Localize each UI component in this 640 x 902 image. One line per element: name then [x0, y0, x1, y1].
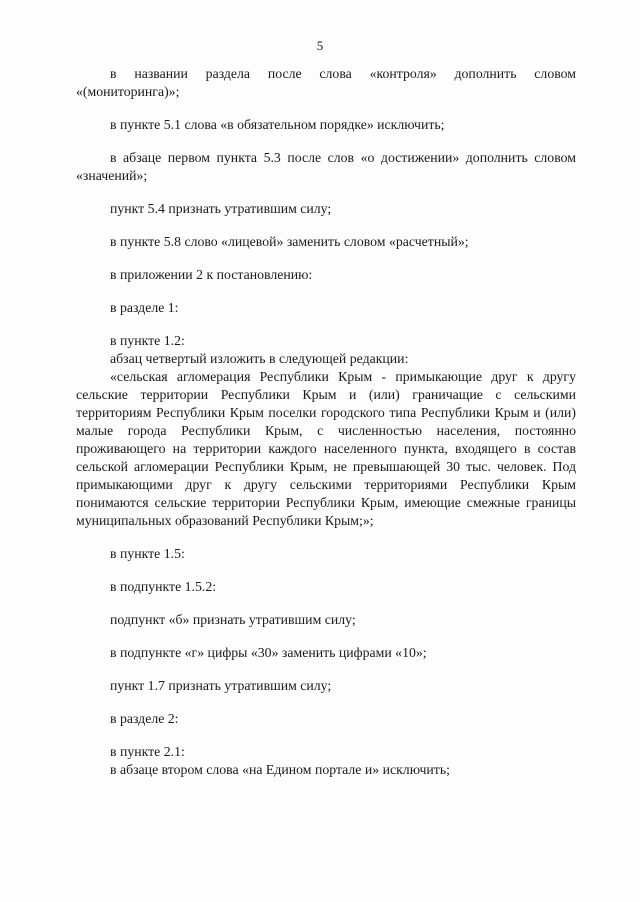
- paragraph-section-2: в разделе 2:: [110, 711, 179, 726]
- paragraph-item-5-1: в пункте 5.1 слова «в обязательном порядке» исключить;: [110, 117, 445, 132]
- paragraph-subitem-g: в подпункте «г» цифры «30» заменить цифрами «10»;: [110, 645, 427, 660]
- paragraph-item-1-7: пункт 1.7 признать утратившим силу;: [110, 678, 332, 693]
- paragraph-item-2-1: в пункте 2.1:: [110, 744, 185, 759]
- paragraph-item-5-8: в пункте 5.8 слово «лицевой» заменить словом «расчетный»;: [110, 234, 469, 249]
- paragraph-second-abzac: в абзаце втором слова «на Едином портале и» исключить;: [110, 762, 450, 777]
- paragraph-appendix-2: в приложении 2 к постановлению:: [110, 267, 313, 282]
- paragraph-item-1-2: в пункте 1.2:: [110, 333, 185, 348]
- paragraph-item-1-5: в пункте 1.5:: [110, 546, 185, 561]
- paragraph-fourth-abzac: абзац четвертый изложить в следующей редакции:: [110, 351, 409, 366]
- paragraph-section-title-change: в названии раздела после слова «контроля» дополнить словом «(мониторинга)»;: [76, 66, 576, 99]
- paragraph-subitem-1-5-2: в подпункте 1.5.2:: [110, 579, 217, 594]
- paragraph-section-1: в разделе 1:: [110, 300, 179, 315]
- paragraph-item-5-3: в абзаце первом пункта 5.3 после слов «о достижении» дополнить словом «значений»;: [76, 150, 576, 183]
- paragraph-agglomeration-definition: «сельская агломерация Республики Крым - примыкающие друг к другу сельские территории Республики Крым и (или) граничащие с сельскими территориям Республики Крым поселки городского типа Республики Крым и (или) малые города Республики Крым, с численностью населения, постоянно проживающего на территории каждого населенного пункта, входящего в состав сельской агломерации Республики Крым, не превышающей 30 тыс. человек. Под примыкающими друг к другу сельскими территориями Республики Крым понимаются сельские территории Республики Крым, имеющие смежные границы муниципальных образований Республики Крым;»;: [76, 369, 576, 528]
- document-body: [76, 65, 576, 779]
- paragraph-item-5-4: пункт 5.4 признать утратившим силу;: [110, 201, 332, 216]
- page-number: 5: [316, 38, 324, 53]
- paragraph-subitem-b: подпункт «б» признать утратившим силу;: [110, 612, 356, 627]
